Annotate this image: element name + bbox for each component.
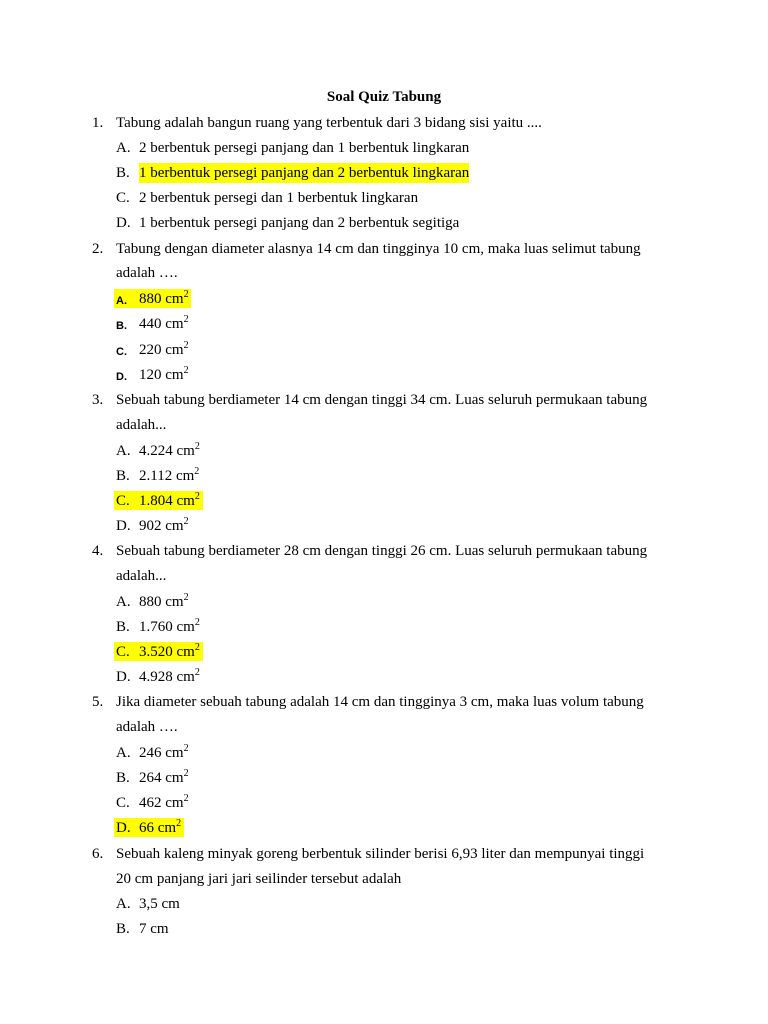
- option-text: 880 $cm^2$: [139, 289, 189, 307]
- question-number: 3.: [92, 392, 104, 408]
- option-text: 120 $cm^2$: [139, 365, 189, 383]
- option-letter: D.: [116, 820, 131, 836]
- option-letter: B.: [116, 165, 130, 181]
- option-letter: B.: [116, 619, 130, 635]
- option-letter: D.: [116, 371, 127, 383]
- option-text: 246 $cm^2$: [139, 743, 189, 761]
- option-letter: A.: [116, 594, 131, 610]
- question-text: Sebuah tabung berdiameter 28 cm dengan tinggi 26 cm. Luas seluruh permukaan tabung: [116, 543, 648, 559]
- question-number: 2.: [92, 241, 104, 257]
- option-letter: A.: [116, 745, 131, 761]
- option-text-highlighted: 1 berbentuk persegi panjang dan 2 berbentuk lingkaran: [139, 165, 470, 181]
- question-text: Jika diameter sebuah tabung adalah 14 cm dan tingginya 3 cm, maka luas volum tabung: [116, 694, 644, 710]
- option-text: 902 $cm^2$: [139, 516, 189, 534]
- question-text: Sebuah tabung berdiameter 14 cm dengan tinggi 34 cm. Luas seluruh permukaan tabung: [116, 392, 648, 408]
- option-letter: D.: [116, 215, 131, 231]
- option-text: 7 cm: [139, 921, 169, 937]
- question-text: adalah...: [116, 417, 167, 433]
- option-text: 1.804 $cm^2$: [139, 491, 200, 509]
- option-text: 1.760 $cm^2$: [139, 617, 200, 635]
- question-text: adalah ….: [116, 719, 178, 735]
- option-text: 3,5 cm: [139, 896, 180, 912]
- option-text: 4.928 $cm^2$: [139, 667, 200, 685]
- question-text: 20 cm panjang jari jari seilinder tersebut adalah: [116, 871, 402, 887]
- question-text: adalah ….: [116, 265, 178, 281]
- option-letter: D.: [116, 518, 131, 534]
- option-letter: C.: [116, 346, 127, 358]
- option-text: 462 $cm^2$: [139, 793, 189, 811]
- option-text: 2 berbentuk persegi dan 1 berbentuk lingkaran: [139, 190, 419, 206]
- question-number: 4.: [92, 543, 104, 559]
- option-letter: C.: [116, 795, 130, 811]
- option-text: 2.112 $cm^2$: [139, 466, 200, 484]
- question-text: Tabung dengan diameter alasnya 14 cm dan tingginya 10 cm, maka luas selimut tabung: [116, 241, 641, 257]
- question-text: adalah...: [116, 568, 167, 584]
- option-letter: B.: [116, 468, 130, 484]
- option-text: 1 berbentuk persegi panjang dan 2 berbentuk segitiga: [139, 215, 460, 231]
- question-text: Tabung adalah bangun ruang yang terbentuk dari 3 bidang sisi yaitu ....: [116, 115, 542, 131]
- option-text: 4.224 $cm^2$: [139, 441, 200, 459]
- option-text: 264 $cm^2$: [139, 768, 189, 786]
- option-text: 3.520 $cm^2$: [139, 642, 200, 660]
- option-text: 220 $cm^2$: [139, 340, 189, 358]
- option-letter: B.: [116, 320, 127, 332]
- option-letter: D.: [116, 669, 131, 685]
- option-letter: A.: [116, 140, 131, 156]
- option-letter: C.: [116, 493, 130, 509]
- option-text: 880 $cm^2$: [139, 592, 189, 610]
- question-number: 5.: [92, 694, 104, 710]
- option-letter: B.: [116, 770, 130, 786]
- option-letter: A.: [116, 896, 131, 912]
- question-number: 1.: [92, 115, 104, 131]
- page-title: Soal Quiz Tabung: [326, 89, 442, 105]
- option-text: 2 berbentuk persegi panjang dan 1 berbentuk lingkaran: [139, 140, 470, 156]
- option-text: 440 $cm^2$: [139, 314, 189, 332]
- option-letter: B.: [116, 921, 130, 937]
- option-letter: C.: [116, 644, 130, 660]
- question-number: 6.: [92, 846, 104, 862]
- option-letter: A.: [116, 295, 127, 307]
- option-letter: A.: [116, 443, 131, 459]
- question-text: Sebuah kaleng minyak goreng berbentuk silinder berisi 6,93 liter dan mempunyai tinggi: [116, 846, 645, 862]
- option-letter: C.: [116, 190, 130, 206]
- option-text: 66 $cm^2$: [139, 818, 182, 836]
